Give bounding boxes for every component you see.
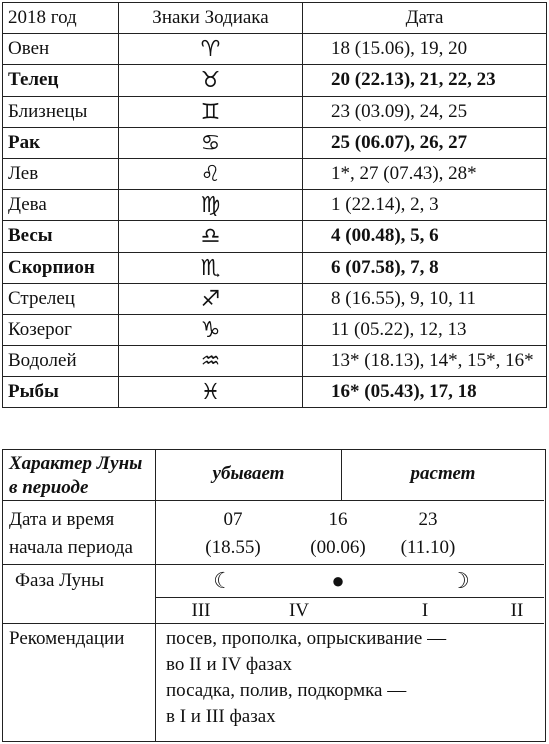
datetime-label: Дата и время (9, 509, 115, 530)
sign-name: Стрелец (3, 283, 119, 314)
sign-name: Рыбы (3, 377, 119, 408)
divider (155, 597, 544, 598)
sign-name: Лев (3, 158, 119, 189)
divider (3, 623, 544, 624)
sign-name: Телец (3, 65, 119, 96)
sign-name: Близнецы (3, 96, 119, 127)
zodiac-row (3, 221, 547, 252)
recommendation-line: посев, прополка, опрыскивание — (166, 628, 447, 649)
moon-dates: 11 (05.22), 12, 13 (303, 314, 547, 345)
moon-dates: 8 (16.55), 9, 10, 11 (303, 283, 547, 314)
zodiac-table (2, 2, 547, 408)
moon-dates: 1 (22.14), 2, 3 (303, 190, 547, 221)
waning-label: убывает (212, 463, 285, 484)
zodiac-header-row (3, 3, 547, 34)
date-header: Дата (303, 3, 547, 34)
zodiac-sign-icon: ♒︎ (119, 346, 303, 377)
zodiac-sign-icon: ♐︎ (119, 283, 303, 314)
moon-dates: 16* (05.43), 17, 18 (303, 377, 547, 408)
moon-dates: 1*, 27 (07.43), 28* (303, 158, 547, 189)
sign-name: Овен (3, 34, 119, 65)
moon-character-label: Характер Луны (9, 453, 143, 474)
period-time: (11.10) (400, 537, 456, 558)
moon-dates: 23 (03.09), 24, 25 (303, 96, 547, 127)
waxing-crescent-icon: ☽ (450, 568, 470, 593)
datetime-label-2: начала периода (9, 537, 133, 558)
period-day: 07 (223, 509, 243, 530)
zodiac-row (3, 65, 547, 96)
zodiac-row (3, 377, 547, 408)
zodiac-sign-icon: ♋︎ (119, 127, 303, 158)
moon-dates: 20 (22.13), 21, 22, 23 (303, 65, 547, 96)
period-time: (00.06) (310, 537, 366, 558)
zodiac-sign-icon: ♑︎ (119, 314, 303, 345)
new-moon-icon: ● (331, 568, 345, 593)
moon-table (2, 449, 546, 742)
sign-name: Козерог (3, 314, 119, 345)
signs-header: Знаки Зодиака (119, 3, 303, 34)
zodiac-row (3, 127, 547, 158)
zodiac-row (3, 283, 547, 314)
moon-dates: 25 (06.07), 26, 27 (303, 127, 547, 158)
phase-name: IV (288, 600, 310, 621)
sign-name: Водолей (3, 346, 119, 377)
zodiac-row (3, 190, 547, 221)
recommendation-line: посадка, полив, подкормка — (166, 680, 407, 701)
sign-name: Скорпион (3, 252, 119, 283)
sign-name: Рак (3, 127, 119, 158)
sign-name: Весы (3, 221, 119, 252)
phase-label: Фаза Луны (15, 570, 104, 591)
period-day: 16 (328, 509, 348, 530)
moon-character-label-2: в периоде (9, 477, 89, 498)
phase-name: III (191, 600, 211, 621)
zodiac-sign-icon: ♊︎ (119, 96, 303, 127)
zodiac-row (3, 314, 547, 345)
recommendation-line: в I и III фазах (166, 706, 276, 727)
zodiac-sign-icon: ♎︎ (119, 221, 303, 252)
moon-dates: 13* (18.13), 14*, 15*, 16* (303, 346, 547, 377)
waxing-label: растет (410, 463, 476, 484)
period-day: 23 (418, 509, 438, 530)
moon-dates: 6 (07.58), 7, 8 (303, 252, 547, 283)
zodiac-sign-icon: ♏︎ (119, 252, 303, 283)
waning-crescent-icon: ☾ (213, 568, 233, 593)
recommendations-label: Рекомендации (9, 628, 125, 649)
sign-name: Дева (3, 190, 119, 221)
zodiac-row (3, 96, 547, 127)
divider (3, 500, 544, 501)
zodiac-sign-icon: ♌︎ (119, 158, 303, 189)
zodiac-sign-icon: ♉︎ (119, 65, 303, 96)
recommendation-line: во II и IV фазах (166, 654, 293, 675)
zodiac-sign-icon: ♍︎ (119, 190, 303, 221)
zodiac-row (3, 34, 547, 65)
period-time: (18.55) (205, 537, 261, 558)
zodiac-sign-icon: ♈︎ (119, 34, 303, 65)
zodiac-row (3, 158, 547, 189)
moon-dates: 4 (00.48), 5, 6 (303, 221, 547, 252)
zodiac-row (3, 252, 547, 283)
zodiac-row (3, 346, 547, 377)
zodiac-sign-icon: ♓︎ (119, 377, 303, 408)
divider (3, 564, 544, 565)
divider (155, 450, 156, 741)
year-header: 2018 год (3, 3, 119, 34)
phase-name: I (421, 600, 429, 621)
phase-name: II (510, 600, 524, 621)
moon-dates: 18 (15.06), 19, 20 (303, 34, 547, 65)
